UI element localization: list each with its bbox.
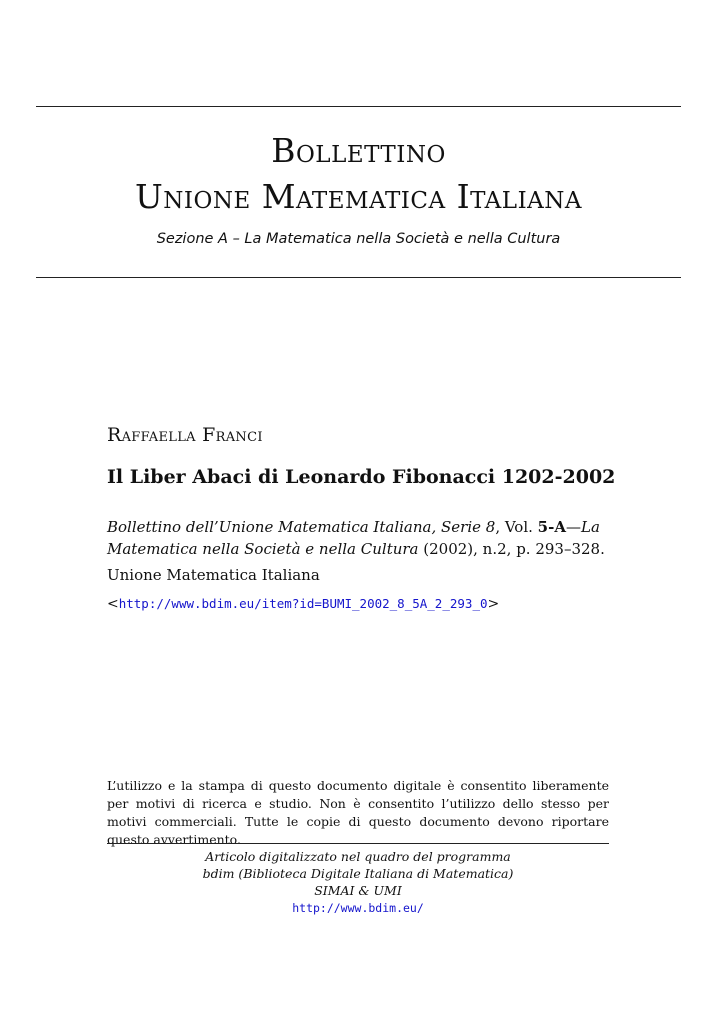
article-url-line	[107, 594, 499, 614]
url-open-bracket: <	[107, 596, 119, 612]
citation-section: La Matematica nella Società e nella Cultura	[107, 518, 600, 558]
footer-rule	[107, 843, 609, 844]
journal-title-line2: Unione Matematica Italiana	[134, 177, 582, 216]
top-rule	[36, 106, 681, 107]
citation-journal: Bollettino dell’Unione Matematica Italiana, Serie 8	[107, 518, 496, 536]
article-title: Il Liber Abaci di Leonardo Fibonacci 1202-2002	[107, 466, 616, 488]
article-author: Raffaella Franci	[107, 424, 263, 446]
footer	[107, 848, 609, 917]
citation-rest: (2002), n.2, p. 293–328.	[418, 540, 605, 558]
article-citation	[107, 516, 607, 560]
url-close-bracket: >	[487, 596, 500, 612]
footer-line2: bdim (Biblioteca Digitale Italiana di Matematica)	[202, 866, 514, 881]
footer-line1: Articolo digitalizzato nel quadro del programma	[205, 849, 511, 864]
article-url-link[interactable]: http://www.bdim.eu/item?id=BUMI_2002_8_5A_2_293_0	[118, 596, 488, 611]
masthead-bottom-rule	[36, 277, 681, 278]
journal-section-subtitle: Sezione A – La Matematica nella Società e nella Cultura	[156, 231, 561, 247]
journal-title-line1: Bollettino	[271, 131, 446, 170]
usage-notice: L’utilizzo e la stampa di questo documento digitale è consentito liberamente per motivi di ricerca e studio. Non è consentito l’utilizzo dello stesso per motivi commerciali. Tutte le copie di questo documento devono riportare questo avvertimento.	[107, 778, 609, 847]
citation-volume: 5-A	[537, 518, 566, 536]
article-publisher: Unione Matematica Italiana	[107, 566, 320, 584]
citation-dash: —	[565, 518, 581, 536]
citation-vol-prefix: , Vol.	[495, 518, 538, 536]
footer-line3: SIMAI & UMI	[314, 883, 402, 898]
footer-bdim-link[interactable]: http://www.bdim.eu/	[292, 901, 424, 915]
